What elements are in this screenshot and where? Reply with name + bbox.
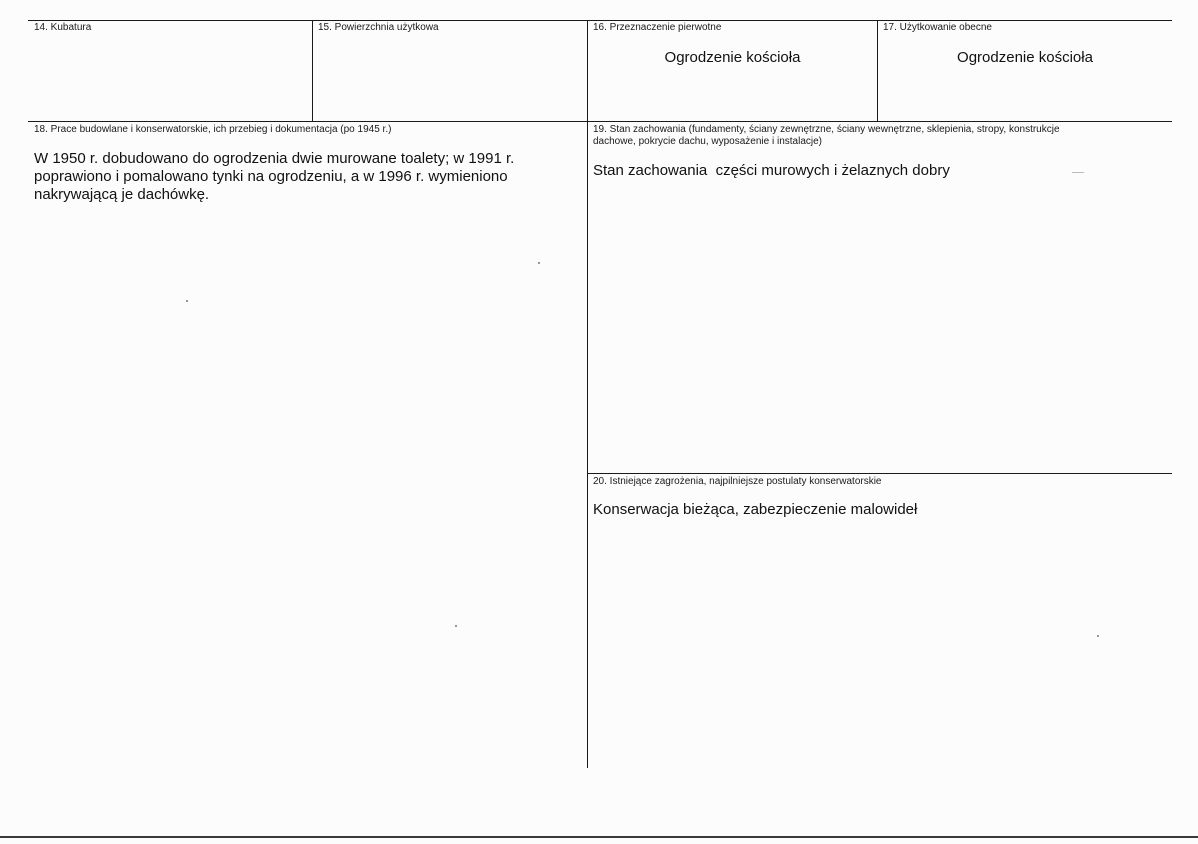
- scan-speck: [186, 300, 188, 302]
- divider-15-16: [587, 20, 588, 121]
- divider-16-17: [877, 20, 878, 121]
- field20-top-border: [587, 473, 1172, 474]
- row-top-border: [28, 20, 1172, 21]
- scan-dash: [1072, 172, 1084, 173]
- scan-speck: [1097, 635, 1099, 637]
- scan-speck: [538, 262, 540, 264]
- field19-label: 19. Stan zachowania (fundamenty, ściany zewnętrzne, ściany wewnętrzne, sklepienia, stropy, konstrukcje dachowe, pokrycie dachu, wyposażenie i instalacje): [593, 124, 1060, 147]
- field17-value: Ogrodzenie kościoła: [957, 49, 1093, 66]
- divider-18-19: [587, 121, 588, 768]
- row-divider: [28, 121, 1172, 122]
- field17-label: 17. Użytkowanie obecne: [883, 22, 992, 33]
- scan-speck: [455, 625, 457, 627]
- field14-label: 14. Kubatura: [34, 22, 92, 33]
- field19-value: Stan zachowania części murowych i żelaznych dobry: [593, 162, 950, 179]
- field18-label: 18. Prace budowlane i konserwatorskie, ich przebieg i dokumentacja (po 1945 r.): [34, 124, 392, 135]
- field16-label: 16. Przeznaczenie pierwotne: [593, 22, 722, 33]
- field16-value: Ogrodzenie kościoła: [664, 49, 801, 66]
- field20-label: 20. Istniejące zagrożenia, najpilniejsze postulaty konserwatorskie: [593, 476, 882, 487]
- scan-bottom-edge: [0, 836, 1198, 838]
- field20-value: Konserwacja bieżąca, zabezpieczenie malowideł: [593, 501, 918, 518]
- field15-label: 15. Powierzchnia użytkowa: [318, 22, 439, 33]
- divider-14-15: [312, 20, 313, 121]
- field18-value: W 1950 r. dobudowano do ogrodzenia dwie murowane toalety; w 1991 r. poprawiono i pomalowano tynki na ogrodzeniu, a w 1996 r. wymieniono nakrywającą je dachówkę.: [34, 150, 515, 203]
